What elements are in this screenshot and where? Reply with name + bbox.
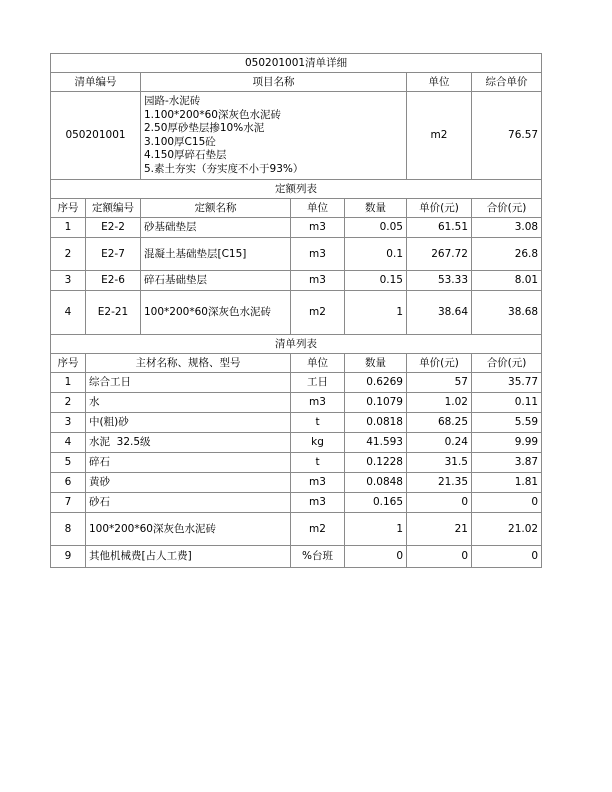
material-price: 0 — [407, 546, 472, 568]
item-header-row — [51, 73, 542, 92]
quota-price-header: 单价(元) — [407, 199, 472, 218]
table-row — [51, 413, 542, 433]
table-row — [51, 546, 542, 568]
quota-name: 混凝土基础垫层[C15] — [141, 238, 291, 271]
quota-no: 1 — [51, 218, 86, 238]
quota-no: 3 — [51, 271, 86, 291]
material-price: 57 — [407, 373, 472, 393]
material-qty: 0.1228 — [345, 453, 407, 473]
quota-qty: 0.15 — [345, 271, 407, 291]
material-total: 1.81 — [472, 473, 542, 493]
material-total: 5.59 — [472, 413, 542, 433]
table-row — [51, 271, 542, 291]
item-unit-header: 单位 — [407, 73, 472, 92]
table-row — [51, 218, 542, 238]
material-unit: m3 — [291, 393, 345, 413]
material-unit: m3 — [291, 473, 345, 493]
table-row — [51, 493, 542, 513]
material-unit: t — [291, 413, 345, 433]
material-qty: 0.0818 — [345, 413, 407, 433]
material-qty: 0.0848 — [345, 473, 407, 493]
material-qty-header: 数量 — [345, 354, 407, 373]
material-no: 9 — [51, 546, 86, 568]
quota-section-title: 定额列表 — [51, 180, 542, 199]
quota-unit-header: 单位 — [291, 199, 345, 218]
quota-unit: m3 — [291, 238, 345, 271]
material-total: 0 — [472, 546, 542, 568]
material-total: 35.77 — [472, 373, 542, 393]
table-title-row — [51, 54, 542, 73]
quota-price: 53.33 — [407, 271, 472, 291]
quota-price: 38.64 — [407, 291, 472, 335]
material-qty: 0.1079 — [345, 393, 407, 413]
material-unit: %台班 — [291, 546, 345, 568]
item-code-header: 清单编号 — [51, 73, 141, 92]
material-price: 31.5 — [407, 453, 472, 473]
item-name-header: 项目名称 — [141, 73, 407, 92]
item-description-line: 园路-水泥砖 — [144, 95, 201, 107]
material-name: 100*200*60深灰色水泥砖 — [86, 513, 291, 546]
quota-header-row — [51, 199, 542, 218]
quota-unit: m2 — [291, 291, 345, 335]
material-total: 3.87 — [472, 453, 542, 473]
item-description — [141, 92, 407, 180]
item-row — [51, 92, 542, 180]
material-no: 6 — [51, 473, 86, 493]
material-section-title: 清单列表 — [51, 335, 542, 354]
material-total: 21.02 — [472, 513, 542, 546]
quota-no-header: 序号 — [51, 199, 86, 218]
table-row — [51, 453, 542, 473]
table-row — [51, 238, 542, 271]
table-title: 050201001清单详细 — [51, 54, 542, 73]
material-header-row — [51, 354, 542, 373]
material-no-header: 序号 — [51, 354, 86, 373]
bill-detail-sheet — [50, 53, 541, 568]
material-price-header: 单价(元) — [407, 354, 472, 373]
quota-unit: m3 — [291, 271, 345, 291]
quota-name-header: 定额名称 — [141, 199, 291, 218]
quota-total: 3.08 — [472, 218, 542, 238]
material-name: 中(粗)砂 — [86, 413, 291, 433]
material-unit: m2 — [291, 513, 345, 546]
quota-qty-header: 数量 — [345, 199, 407, 218]
material-name: 其他机械费[占人工费] — [86, 546, 291, 568]
table-row — [51, 393, 542, 413]
material-section-row — [51, 335, 542, 354]
material-total: 0 — [472, 493, 542, 513]
quota-price: 61.51 — [407, 218, 472, 238]
material-no: 7 — [51, 493, 86, 513]
quota-no: 4 — [51, 291, 86, 335]
material-total-header: 合价(元) — [472, 354, 542, 373]
material-price: 21.35 — [407, 473, 472, 493]
quota-no: 2 — [51, 238, 86, 271]
item-code: 050201001 — [51, 92, 141, 180]
material-unit: t — [291, 453, 345, 473]
quota-total: 38.68 — [472, 291, 542, 335]
quota-code: E2-7 — [86, 238, 141, 271]
item-description-line: 3.100厚C15砼 — [144, 135, 216, 148]
material-unit: kg — [291, 433, 345, 453]
material-qty: 1 — [345, 513, 407, 546]
table-row — [51, 433, 542, 453]
material-no: 3 — [51, 413, 86, 433]
material-qty: 41.593 — [345, 433, 407, 453]
material-name: 碎石 — [86, 453, 291, 473]
material-name: 水 — [86, 393, 291, 413]
quota-qty: 0.05 — [345, 218, 407, 238]
material-name-header: 主材名称、规格、型号 — [86, 354, 291, 373]
material-name: 砂石 — [86, 493, 291, 513]
material-price: 21 — [407, 513, 472, 546]
material-unit: m3 — [291, 493, 345, 513]
material-name: 水泥 32.5级 — [86, 433, 291, 453]
quota-code-header: 定额编号 — [86, 199, 141, 218]
material-name: 黄砂 — [86, 473, 291, 493]
quota-code: E2-2 — [86, 218, 141, 238]
quota-unit: m3 — [291, 218, 345, 238]
table-row — [51, 513, 542, 546]
quota-code: E2-6 — [86, 271, 141, 291]
material-price: 0.24 — [407, 433, 472, 453]
material-qty: 0.165 — [345, 493, 407, 513]
item-price-header: 综合单价 — [472, 73, 542, 92]
material-no: 5 — [51, 453, 86, 473]
quota-code: E2-21 — [86, 291, 141, 335]
material-no: 1 — [51, 373, 86, 393]
item-description-line: 5.素土夯实（夯实度不小于93%） — [144, 162, 304, 175]
material-unit: 工日 — [291, 373, 345, 393]
quota-price: 267.72 — [407, 238, 472, 271]
material-qty: 0 — [345, 546, 407, 568]
material-name: 综合工日 — [86, 373, 291, 393]
material-price: 1.02 — [407, 393, 472, 413]
material-total: 9.99 — [472, 433, 542, 453]
quota-name: 碎石基础垫层 — [141, 271, 291, 291]
quota-total-header: 合价(元) — [472, 199, 542, 218]
material-no: 4 — [51, 433, 86, 453]
quota-total: 26.8 — [472, 238, 542, 271]
material-unit-header: 单位 — [291, 354, 345, 373]
quota-section-row — [51, 180, 542, 199]
quota-qty: 0.1 — [345, 238, 407, 271]
quota-name: 砂基础垫层 — [141, 218, 291, 238]
quota-total: 8.01 — [472, 271, 542, 291]
quota-qty: 1 — [345, 291, 407, 335]
item-description-line: 2.50厚砂垫层掺10%水泥 — [144, 122, 265, 134]
table-row — [51, 473, 542, 493]
material-price: 0 — [407, 493, 472, 513]
material-total: 0.11 — [472, 393, 542, 413]
item-description-line: 4.150厚碎石垫层 — [144, 149, 227, 161]
item-unit: m2 — [407, 92, 472, 180]
material-qty: 0.6269 — [345, 373, 407, 393]
material-no: 2 — [51, 393, 86, 413]
table-row — [51, 291, 542, 335]
material-price: 68.25 — [407, 413, 472, 433]
item-description-line: 1.100*200*60深灰色水泥砖 — [144, 108, 281, 121]
table-row — [51, 373, 542, 393]
material-no: 8 — [51, 513, 86, 546]
bill-detail-table — [50, 53, 542, 568]
item-price: 76.57 — [472, 92, 542, 180]
quota-name: 100*200*60深灰色水泥砖 — [141, 291, 291, 335]
